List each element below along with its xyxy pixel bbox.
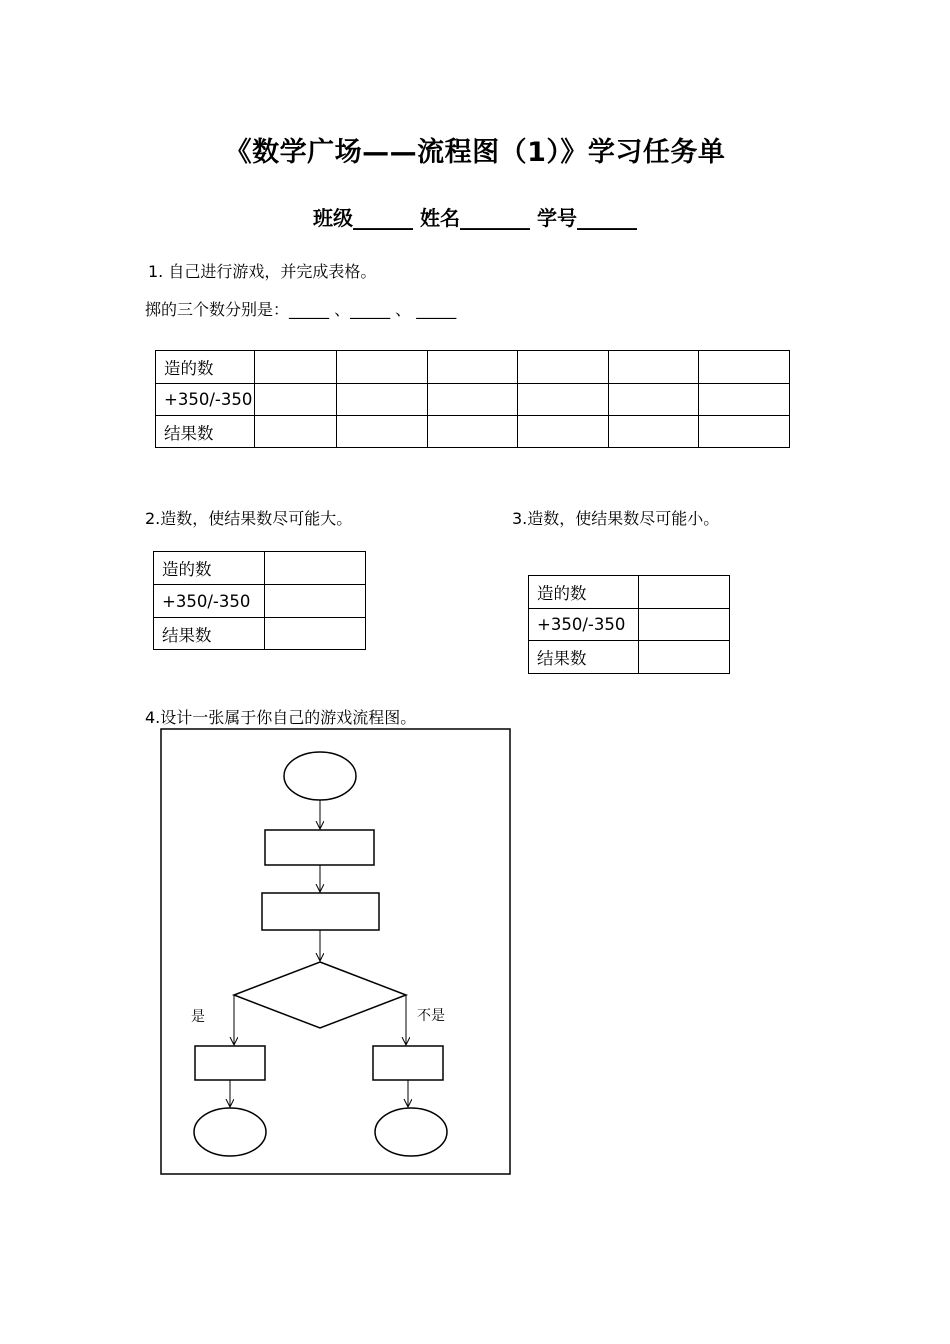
no-end-oval[interactable] xyxy=(375,1108,447,1156)
row-label: +350/-350 xyxy=(156,384,255,416)
row-label: +350/-350 xyxy=(529,609,639,641)
row-label: 造的数 xyxy=(154,552,265,585)
row-label: 造的数 xyxy=(529,576,639,609)
row-label: 结果数 xyxy=(156,416,255,448)
q1-prompt: 1. 自己进行游戏，并完成表格。 xyxy=(148,262,377,281)
q1-dice-line: 掷的三个数分别是：_____ 、_____ 、 _____ xyxy=(145,300,457,319)
student-info-line: 班级______ 姓名_______ 学号______ xyxy=(313,206,637,230)
no-process-box[interactable] xyxy=(373,1046,443,1080)
q2-prompt: 2.造数，使结果数尽可能大。 xyxy=(145,509,353,528)
page-title: 《数学广场——流程图（1）》学习任务单 xyxy=(224,137,726,168)
no-label: 不是 xyxy=(417,1008,445,1024)
row-label: 造的数 xyxy=(156,351,255,384)
yes-process-box[interactable] xyxy=(195,1046,265,1080)
row-label: 结果数 xyxy=(154,618,265,650)
yes-end-oval[interactable] xyxy=(194,1108,266,1156)
yes-label: 是 xyxy=(191,1009,205,1025)
q3-prompt: 3.造数，使结果数尽可能小。 xyxy=(512,509,720,528)
process-box-1[interactable] xyxy=(265,830,374,865)
process-box-2[interactable] xyxy=(262,893,379,930)
q4-prompt: 4.设计一张属于你自己的游戏流程图。 xyxy=(145,708,417,727)
start-oval[interactable] xyxy=(284,752,356,800)
decision-diamond[interactable] xyxy=(234,962,406,1028)
row-label: 结果数 xyxy=(529,641,639,674)
row-label: +350/-350 xyxy=(154,585,265,618)
